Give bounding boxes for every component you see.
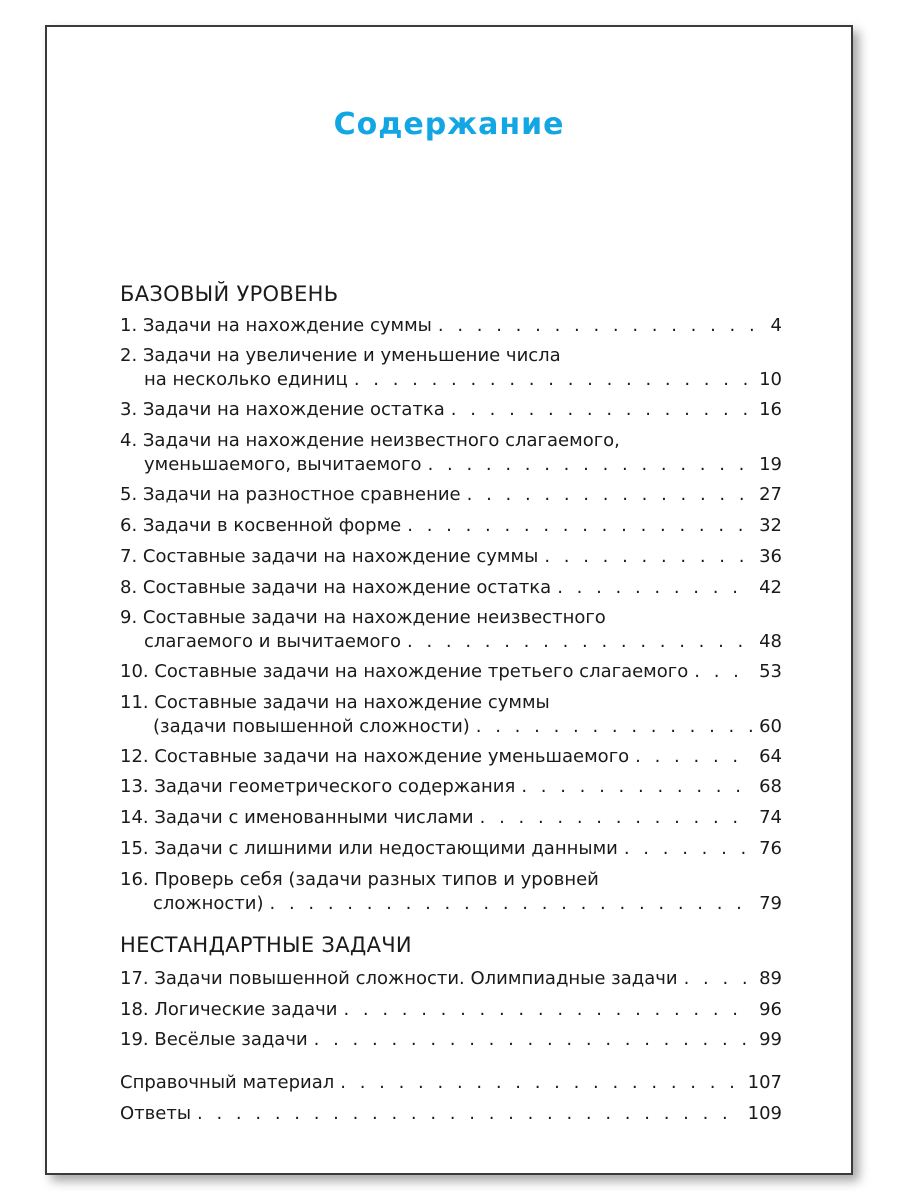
toc-entry[interactable] [120,660,782,684]
page-title: Содержание [333,107,565,142]
toc-entry[interactable] [120,998,782,1022]
leader-dots [438,314,765,338]
toc-entry[interactable] [120,398,782,422]
toc-entry[interactable] [120,1071,782,1095]
leader-dots [694,660,753,684]
entry-title-continuation: уменьшаемого, вычитаемого [144,454,422,475]
toc-entry[interactable] [120,745,782,769]
leader-dots [521,775,753,799]
leader-dots [340,1071,741,1095]
toc-entry[interactable] [120,868,782,916]
leader-dots [544,545,753,569]
page-number: 99 [759,1029,782,1050]
toc-entry[interactable] [120,314,782,338]
leader-dots [451,398,753,422]
toc-entry[interactable] [120,837,782,861]
leader-dots [407,630,753,654]
entry-title: 3. Задачи на нахождение остатка [120,399,445,420]
entry-title: 17. Задачи повышенной сложности. Олимпиадные задачи [120,968,678,989]
entry-title: Справочный материал [120,1072,335,1093]
entry-title: 13. Задачи геометрического содержания [120,776,516,797]
entry-title-continuation: (задачи повышенной сложности) [153,716,470,737]
page-number: 36 [759,546,782,567]
page-number: 109 [747,1103,782,1124]
entry-title: 2. Задачи на увеличение и уменьшение числа [120,345,561,366]
toc-entry[interactable] [120,775,782,799]
leader-dots [314,1028,753,1052]
leader-dots [467,483,753,507]
entry-title: 10. Составные задачи на нахождение третьего слагаемого [120,661,689,682]
page-number: 27 [759,484,782,505]
page-number: 4 [770,315,782,336]
entry-title-continuation: на несколько единиц [144,369,348,390]
page-number: 53 [759,661,782,682]
page-number: 16 [759,399,782,420]
toc-entry[interactable] [120,429,782,477]
entry-title: 15. Задачи с лишними или недостающими данными [120,838,618,859]
toc-entry[interactable] [120,576,782,600]
leader-dots [480,806,753,830]
page-number: 48 [759,631,782,652]
entry-title: 12. Составные задачи на нахождение уменьшаемого [120,746,630,767]
entry-title-continuation: сложности) [153,893,264,914]
entry-title: 14. Задачи с именованными числами [120,807,474,828]
toc-entry[interactable] [120,1028,782,1052]
entry-title: 6. Задачи в косвенной форме [120,515,402,536]
entry-title: 9. Составные задачи на нахождение неизвестного [120,607,606,628]
page-number: 60 [759,716,782,737]
entry-title: 5. Задачи на разностное сравнение [120,484,461,505]
leader-dots [476,715,753,739]
leader-dots [197,1102,742,1126]
page-number: 96 [759,999,782,1020]
leader-dots [684,967,754,991]
page-number: 19 [759,454,782,475]
entry-title: 19. Весёлые задачи [120,1029,308,1050]
entry-title-continuation: слагаемого и вычитаемого [144,631,402,652]
page-number: 64 [759,746,782,767]
leader-dots [270,892,754,916]
leader-dots [354,368,753,392]
entry-title: 7. Составные задачи на нахождение суммы [120,546,539,567]
page-number: 107 [747,1072,782,1093]
page-number: 32 [759,515,782,536]
entry-title: 1. Задачи на нахождение суммы [120,315,432,336]
toc-entry[interactable] [120,483,782,507]
document-page [45,25,853,1175]
leader-dots [557,576,753,600]
section-heading: БАЗОВЫЙ УРОВЕНЬ [120,282,339,306]
leader-dots [635,745,753,769]
page-number: 42 [759,577,782,598]
leader-dots [343,998,753,1022]
entry-title: Ответы [120,1103,192,1124]
entry-title: 11. Составные задачи на нахождение суммы [120,692,550,713]
leader-dots [407,514,753,538]
entry-title: 18. Логические задачи [120,999,338,1020]
toc-entry[interactable] [120,1102,782,1126]
toc-entry[interactable] [120,606,782,654]
toc-entry[interactable] [120,806,782,830]
page-number: 68 [759,776,782,797]
toc-entry[interactable] [120,514,782,538]
section-heading: НЕСТАНДАРТНЫЕ ЗАДАЧИ [120,933,412,957]
toc-entry[interactable] [120,691,782,739]
leader-dots [624,837,753,861]
toc-entry[interactable] [120,344,782,392]
entry-title: 16. Проверь себя (задачи разных типов и уровней [120,869,599,890]
page-number: 74 [759,807,782,828]
toc-entry[interactable] [120,967,782,991]
entry-title: 8. Составные задачи на нахождение остатка [120,577,552,598]
page-number: 76 [759,838,782,859]
page-number: 79 [759,893,782,914]
toc-entry[interactable] [120,545,782,569]
leader-dots [428,453,754,477]
entry-title: 4. Задачи на нахождение неизвестного слагаемого, [120,430,620,451]
page-number: 10 [759,369,782,390]
page-number: 89 [759,968,782,989]
